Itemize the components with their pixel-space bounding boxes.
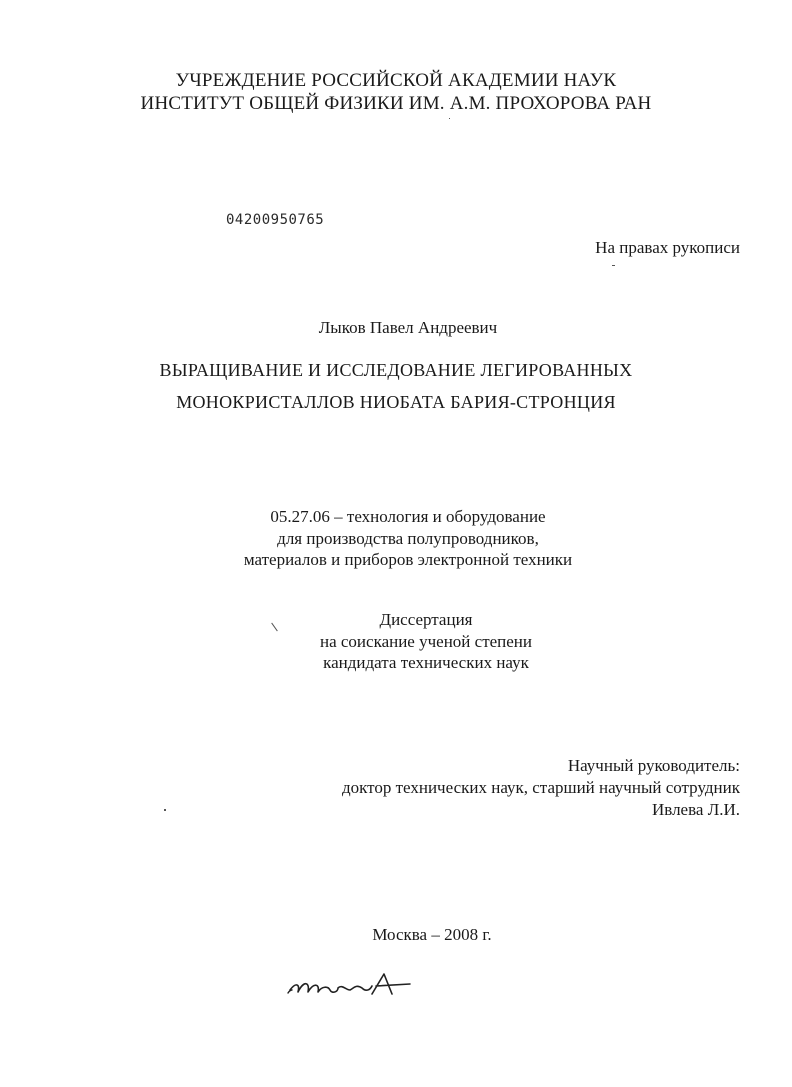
- dissertation-degree-line-2: кандидата технических наук: [323, 653, 529, 672]
- specialty-line-2: для производства полупроводников,: [277, 529, 539, 548]
- city-year: Москва – 2008 г.: [372, 925, 492, 944]
- dissertation-degree-line-1: на соискание ученой степени: [319, 632, 533, 651]
- scan-speck: [164, 809, 166, 811]
- supervisor-label: Научный руководитель:: [567, 756, 740, 775]
- scan-speck: [449, 118, 450, 119]
- institution-line-1: УЧРЕЖДЕНИЕ РОССИЙСКОЙ АКАДЕМИИ НАУК: [175, 70, 617, 91]
- author-name: Лыков Павел Андреевич: [318, 318, 498, 337]
- specialty-line-3: материалов и приборов электронной техники: [243, 550, 573, 569]
- thesis-title-line-2: МОНОКРИСТАЛЛОВ НИОБАТА БАРИЯ-СТРОНЦИЯ: [176, 392, 616, 412]
- scan-speck: [612, 265, 615, 266]
- registration-number: 04200950765: [226, 212, 325, 228]
- thesis-title-line-1: ВЫРАЩИВАНИЕ И ИССЛЕДОВАНИЕ ЛЕГИРОВАННЫХ: [159, 360, 633, 380]
- supervisor-degree: доктор технических наук, старший научный сотрудник: [341, 778, 740, 797]
- rights-note: На правах рукописи: [595, 238, 740, 257]
- handwritten-signature: [286, 968, 416, 1002]
- supervisor-name: Ивлева Л.И.: [651, 800, 740, 819]
- institution-line-2: ИНСТИТУТ ОБЩЕЙ ФИЗИКИ ИМ. А.М. ПРОХОРОВА РАН: [140, 93, 652, 114]
- specialty-line-1: 05.27.06 – технология и оборудование: [270, 507, 546, 526]
- dissertation-label: Диссертация: [379, 610, 473, 629]
